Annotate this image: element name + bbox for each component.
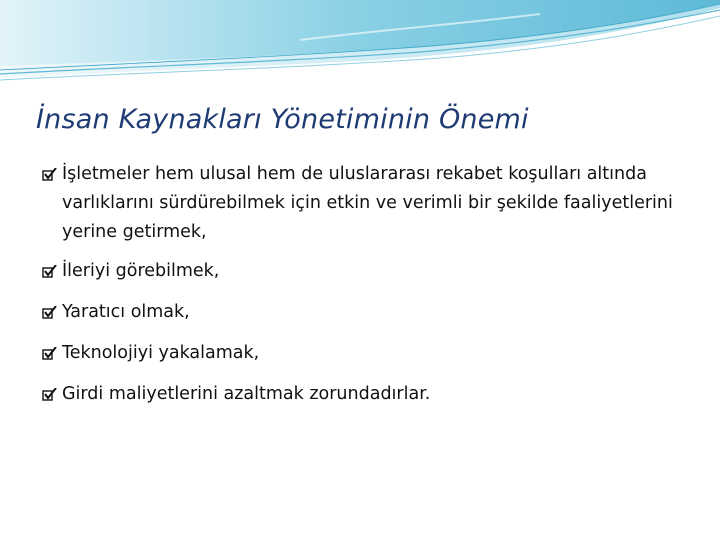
square-check-bullet-icon <box>42 168 57 182</box>
header-wave-decoration <box>0 0 720 90</box>
bullet-text: Yaratıcı olmak, <box>62 302 190 322</box>
square-check-bullet-icon <box>42 265 57 279</box>
slide-title: İnsan Kaynakları Yönetiminin Önemi <box>36 104 529 135</box>
bullet-item <box>40 160 700 247</box>
bullet-text: İleriyi görebilmek, <box>62 261 220 281</box>
bullet-item <box>40 339 700 368</box>
bullet-text: Teknolojiyi yakalamak, <box>62 343 260 363</box>
bullet-item <box>40 380 700 409</box>
bullet-text: Girdi maliyetlerini azaltmak zorundadırlar. <box>62 384 431 404</box>
square-check-bullet-icon <box>42 347 57 361</box>
bullet-text: İşletmeler hem ulusal hem de uluslararası rekabet koşulları altında varlıklarını sürdürebilmek için etkin ve verimli bir şekilde faaliyetlerini yerine getirmek, <box>62 164 673 242</box>
square-check-bullet-icon <box>42 388 57 402</box>
bullet-item <box>40 257 700 286</box>
bullet-list <box>40 160 700 421</box>
square-check-bullet-icon <box>42 306 57 320</box>
bullet-item <box>40 298 700 327</box>
